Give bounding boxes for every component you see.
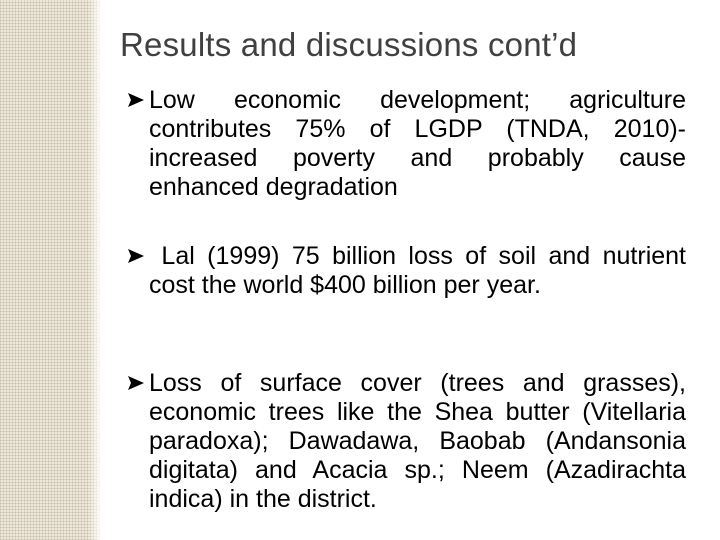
- arrow-bullet-icon: [128, 89, 144, 111]
- arrow-bullet-icon: [128, 245, 144, 267]
- bullet-text: Lal (1999) 75 billion loss of soil and nutrient cost the world $400 billion per year.: [149, 242, 686, 299]
- bullet-item: [128, 86, 700, 202]
- arrow-bullet-icon: [128, 372, 144, 394]
- decorative-side-pattern: [0, 0, 102, 540]
- bullet-text: Low economic development; agriculture contributes 75% of LGDP (TNDA, 2010)- increased poverty and probably cause enhanced degradation: [149, 86, 686, 201]
- bullet-text: Loss of surface cover (trees and grasses), economic trees like the Shea butter (Vitellaria paradoxa); Dawadawa, Baobab (Andansonia digitata) and Acacia sp.; Neem (Azadirachta indica) in the district.: [149, 369, 686, 513]
- bullet-item: [128, 242, 700, 300]
- slide-title: Results and discussions cont’d: [120, 26, 578, 63]
- bullet-item: [128, 369, 700, 514]
